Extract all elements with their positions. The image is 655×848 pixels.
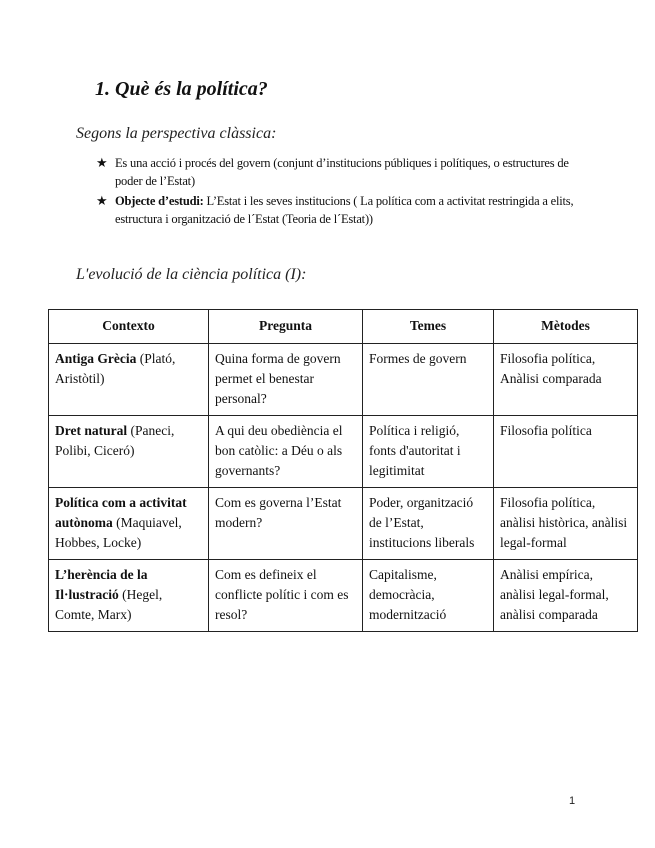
context-cell (49, 416, 209, 488)
section-heading-classical: Segons la perspectiva clàssica: (76, 125, 277, 142)
bullet-text: Es una acció i procés del govern (conjunt d’institucions públiques i polítiques, o estructures de poder de l’Estat) (115, 156, 569, 188)
context-cell (49, 344, 209, 416)
context-name: Dret natural (55, 423, 128, 438)
context-name: Política com a activitat autònoma (55, 495, 187, 530)
question-cell: A qui deu obediència el bon catòlic: a Déu o als governants? (209, 416, 363, 488)
evolution-table-container (48, 309, 637, 632)
bullet-text: L’Estat i les seves institucions ( La política com a activitat restringida a elits, estructura i organització de l´Estat (Teoria de l´Estat)) (115, 194, 574, 226)
themes-cell: Política i religió, fonts d'autoritat i legitimitat (363, 416, 494, 488)
table-row (49, 344, 638, 416)
context-cell (49, 560, 209, 632)
context-authors: (Paneci, Polibi, Ciceró) (55, 423, 175, 458)
methods-cell: Filosofia política (494, 416, 638, 488)
methods-cell: Filosofia política, anàlisi històrica, anàlisi legal-formal (494, 488, 638, 560)
context-authors: (Hegel, Comte, Marx) (55, 587, 163, 622)
bullet-bold-label: Objecte d’estudi: (115, 194, 204, 208)
section-heading-evolution: L'evolució de la ciència política (I): (76, 266, 307, 283)
column-header-context: Contexto (49, 310, 209, 344)
column-header-question: Pregunta (209, 310, 363, 344)
question-cell: Com es governa l’Estat modern? (209, 488, 363, 560)
page-number: 1 (569, 795, 576, 807)
star-icon: ★ (96, 155, 108, 170)
themes-cell: Poder, organització de l’Estat, institucions liberals (363, 488, 494, 560)
classical-bullet-list (96, 154, 576, 230)
star-icon: ★ (96, 193, 108, 208)
context-name: L’herència de la Il·lustració (55, 567, 148, 602)
themes-cell: Formes de govern (363, 344, 494, 416)
context-authors: (Maquiavel, Hobbes, Locke) (55, 515, 182, 550)
themes-cell: Capitalisme, democràcia, modernització (363, 560, 494, 632)
context-authors: (Plató, Aristòtil) (55, 351, 176, 386)
question-cell: Com es defineix el conflicte polític i com es resol? (209, 560, 363, 632)
page-title: 1. Què és la política? (95, 78, 268, 100)
question-cell: Quina forma de govern permet el benestar personal? (209, 344, 363, 416)
context-name: Antiga Grècia (55, 351, 137, 366)
list-item (96, 154, 576, 190)
table-row (49, 416, 638, 488)
evolution-table (48, 309, 638, 632)
methods-cell: Anàlisi empírica, anàlisi legal-formal, anàlisi comparada (494, 560, 638, 632)
table-header-row (49, 310, 638, 344)
table-row (49, 560, 638, 632)
column-header-themes: Temes (363, 310, 494, 344)
table-row (49, 488, 638, 560)
column-header-methods: Mètodes (494, 310, 638, 344)
methods-cell: Filosofia política, Anàlisi comparada (494, 344, 638, 416)
context-cell (49, 488, 209, 560)
list-item (96, 192, 576, 228)
